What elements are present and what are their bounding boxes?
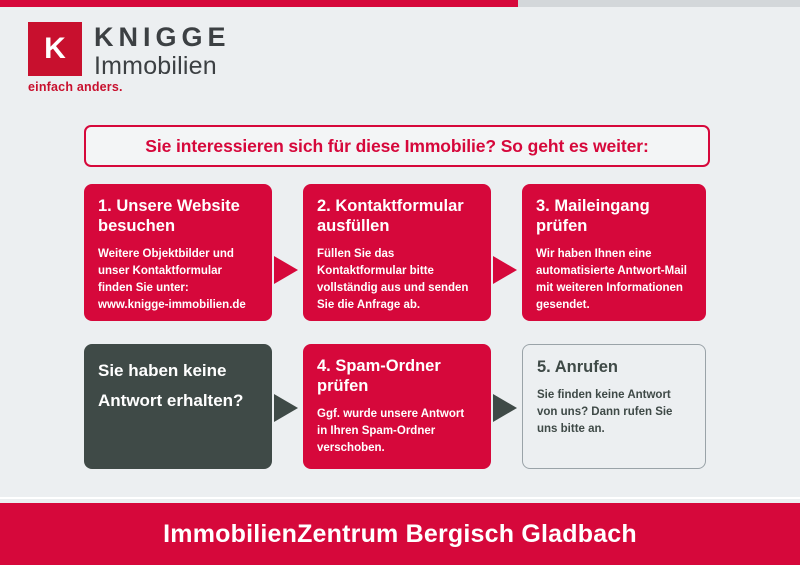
step-title-3: 3. Maileingang prüfen [536, 197, 650, 236]
step-body-2: Füllen Sie das Kontaktformular bitte vollständig aus und senden Sie die Anfrage ab. [317, 248, 469, 311]
logo-mark-letter: K [44, 32, 66, 65]
brand-subname: Immobilien [94, 52, 217, 80]
step-box-2 [303, 184, 491, 321]
step-title-5: 4. Spam-Ordner prüfen [317, 357, 441, 396]
arrow-icon-2 [493, 256, 517, 284]
logo-mark-icon [28, 22, 82, 76]
step-title-1: 1. Unsere Website besuchen [98, 197, 240, 236]
step-body-1: Weitere Objektbilder und unser Kontaktformular finden Sie unter: www.knigge-immobilien.de [98, 248, 246, 311]
step-title-2: 2. Kontaktformular ausfüllen [317, 197, 464, 236]
step-box-6 [522, 344, 706, 469]
brand-claim: einfach anders. [28, 80, 123, 94]
top-accent-bar [0, 0, 800, 7]
headline-banner [84, 125, 710, 167]
step-box-1 [84, 184, 272, 321]
step-box-5 [303, 344, 491, 469]
footer-bar [0, 503, 800, 565]
arrow-icon-4 [493, 394, 517, 422]
headline-text: Sie interessieren sich für diese Immobilie? So geht es weiter: [145, 135, 649, 156]
step-body-6: Sie finden keine Antwort von uns? Dann rufen Sie uns bitte an. [537, 389, 673, 435]
footer-text: ImmobilienZentrum Bergisch Gladbach [163, 519, 637, 548]
step-body-5: Ggf. wurde unsere Antwort in Ihren Spam-Ordner verschoben. [317, 408, 465, 455]
arrow-icon-3 [274, 394, 298, 422]
arrow-icon-1 [274, 256, 298, 284]
step-title-4: Sie haben keine Antwort erhalten? [98, 361, 244, 410]
footer-divider [0, 497, 800, 499]
top-accent-bar-red [0, 0, 518, 7]
step-title-6: 5. Anrufen [537, 358, 618, 376]
step-body-3: Wir haben Ihnen eine automatisierte Antwort-Mail mit weiteren Informationen gesendet. [536, 248, 688, 311]
step-box-4 [84, 344, 272, 469]
brand-name: KNIGGE [94, 22, 231, 52]
step-box-3 [522, 184, 706, 321]
